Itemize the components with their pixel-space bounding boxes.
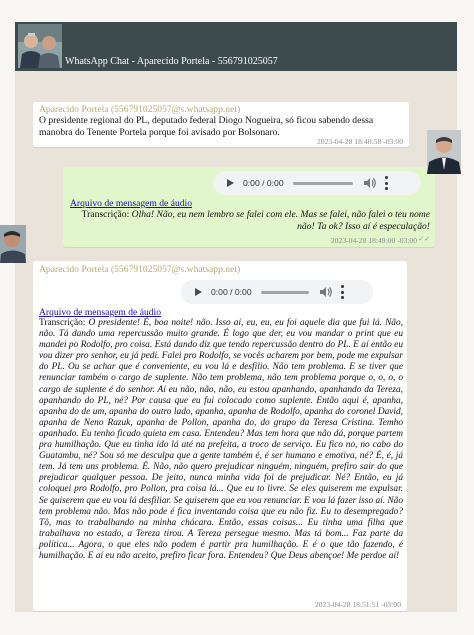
whatsapp-chat-export bbox=[15, 22, 457, 612]
double-check-icon: ✓✓ bbox=[418, 235, 430, 243]
audio-progress-track[interactable] bbox=[261, 291, 309, 294]
volume-icon[interactable] bbox=[319, 286, 333, 298]
message-bubble bbox=[33, 261, 407, 611]
audio-file-link[interactable]: Arquivo de mensagem de áudio bbox=[70, 198, 193, 209]
message-list bbox=[15, 71, 457, 612]
transcript bbox=[70, 209, 430, 232]
play-icon[interactable] bbox=[195, 288, 202, 296]
message-timestamp: 2023-04-28 18:49:00 -03:00 bbox=[330, 236, 417, 245]
audio-time: 0:00 / 0:00 bbox=[211, 287, 252, 297]
message-bubble bbox=[63, 167, 435, 247]
transcript-label: Transcrição: bbox=[39, 318, 86, 328]
more-vert-icon[interactable] bbox=[341, 285, 345, 299]
message-timestamp: 2023-04-28 18:40:58 -03:00 bbox=[316, 137, 403, 146]
chat-title: WhatsApp Chat - Aparecido Portela - 556791025057 bbox=[65, 56, 278, 67]
group-avatar[interactable] bbox=[18, 24, 62, 68]
audio-file-link[interactable]: Arquivo de mensagem de áudio bbox=[39, 307, 162, 318]
contact-photo bbox=[0, 225, 26, 263]
audio-player bbox=[181, 280, 373, 304]
message-text: O presidente regional do PL, deputado federal Diogo Nogueira, só ficou sabendo dessa manobra do Tenente Portela porque foi avisado por Bolsonaro. bbox=[39, 115, 374, 138]
transcript-label: Transcrição: bbox=[81, 209, 130, 220]
message-timestamp: 2023-04-28 18:51:51 -03:00 bbox=[314, 600, 401, 609]
transcript bbox=[39, 318, 403, 562]
sender-name: Aparecido Portela (556791025057@s.whatsapp.net) bbox=[39, 104, 241, 115]
audio-time: 0:00 / 0:00 bbox=[243, 178, 284, 188]
audio-progress-track[interactable] bbox=[293, 182, 353, 185]
play-icon[interactable] bbox=[227, 179, 234, 187]
chat-header bbox=[15, 22, 457, 71]
contact-photo bbox=[427, 130, 461, 174]
transcript-text: Olha! Não, eu nem lembro se falei com ele. Mas se falei, não falei o teu nome não! Ta ok? Isso aí é especulação! bbox=[131, 209, 430, 232]
message-bubble bbox=[33, 102, 409, 147]
transcript-text: O presidente! É, boa noite! não. Isso aí, eu, eu, eu foi aquele dia que fui lá. Não, não. Tá dando uma repercussão muito grande. É logo que der, eu vou mandar o print que eu mandei po Rodolfo, pro coisa. Está dando diz que tendo repercussão dentro do PL. E aí então eu vou dizer pro senhor, eu já pedi. Falei pro Rodolfo, se vocês acharem por bem, pode me expulsar do PL. Ou se achar que é conveniente, eu vou lá e desfilio. Não tem problema. E se tiver que renunciar também o cargo de suplente. Não tem problema, não tem problema porque o, o, o, o cargo de suplente é do senhor. Aí eu não, não, não, eu estou apanhando, apanhando da Tereza, apanhando do PL, né? Por causa que eu fui colocado como suplente. Então aqui é, apanha, apanha do de um, apanha do outro lado, apanha, apanha de Rodolfo, apanha do coronel David, apanha de Neno Razuk, apanha de Pollon, apanha do, do grupo da Teresa Cristina. Temho apanhado. Eu tenho ficado quieta em casa. Entendeu? Mas tem hora que não dá, porque partem pra humilhação. Que eu tinha ido lá até na prefeita, a troco de serviço. Eu fico no, no cabo do Guatambu, né? Sou só me desculpa que a gente também é, é ser humano e emotiva, né? É, é, já tem. Já tem uns problema. É. Não, não quero prejudicar ninguém, ninguém, prefiro sair do que prejudicar qualquer pessoa. De jeito, nunca minha vida foi de prejudicar. Né? Então, eu já coloquei pro Rodolfo, pro Pollon, pra coisa lá... Que eu to livre. Se eles quiserem me expulsar. Se quiserem que eu vou lá desfiliar. Se quiserem que eu vou renunciar. E vou lá fazer isso aí. Não tem problema não. Mas não pode é fica inventando coisa que eu não fiz. Eu to desempregado? Tô, mas to trabalhando na minha chácara. Então, essas coisas... Eu tinha uma filha que trabalhava no estado, a Tereza tirou. A Tereza persegue mesmo. Mas tá bom... Faz parte da política... Agora, o que eles não podem é partir pra humilhação. E é o que tão fazendo, é humilhação. E aí eu não aceito, prefiro ficar fora. Entendeu? Que Deus abençoe! Me perdoe aí! bbox=[39, 318, 403, 561]
more-vert-icon[interactable] bbox=[385, 176, 389, 190]
sender-name: Aparecido Portela (556791025057@s.whatsapp.net) bbox=[39, 264, 241, 275]
volume-icon[interactable] bbox=[363, 177, 377, 189]
audio-player bbox=[213, 171, 421, 195]
